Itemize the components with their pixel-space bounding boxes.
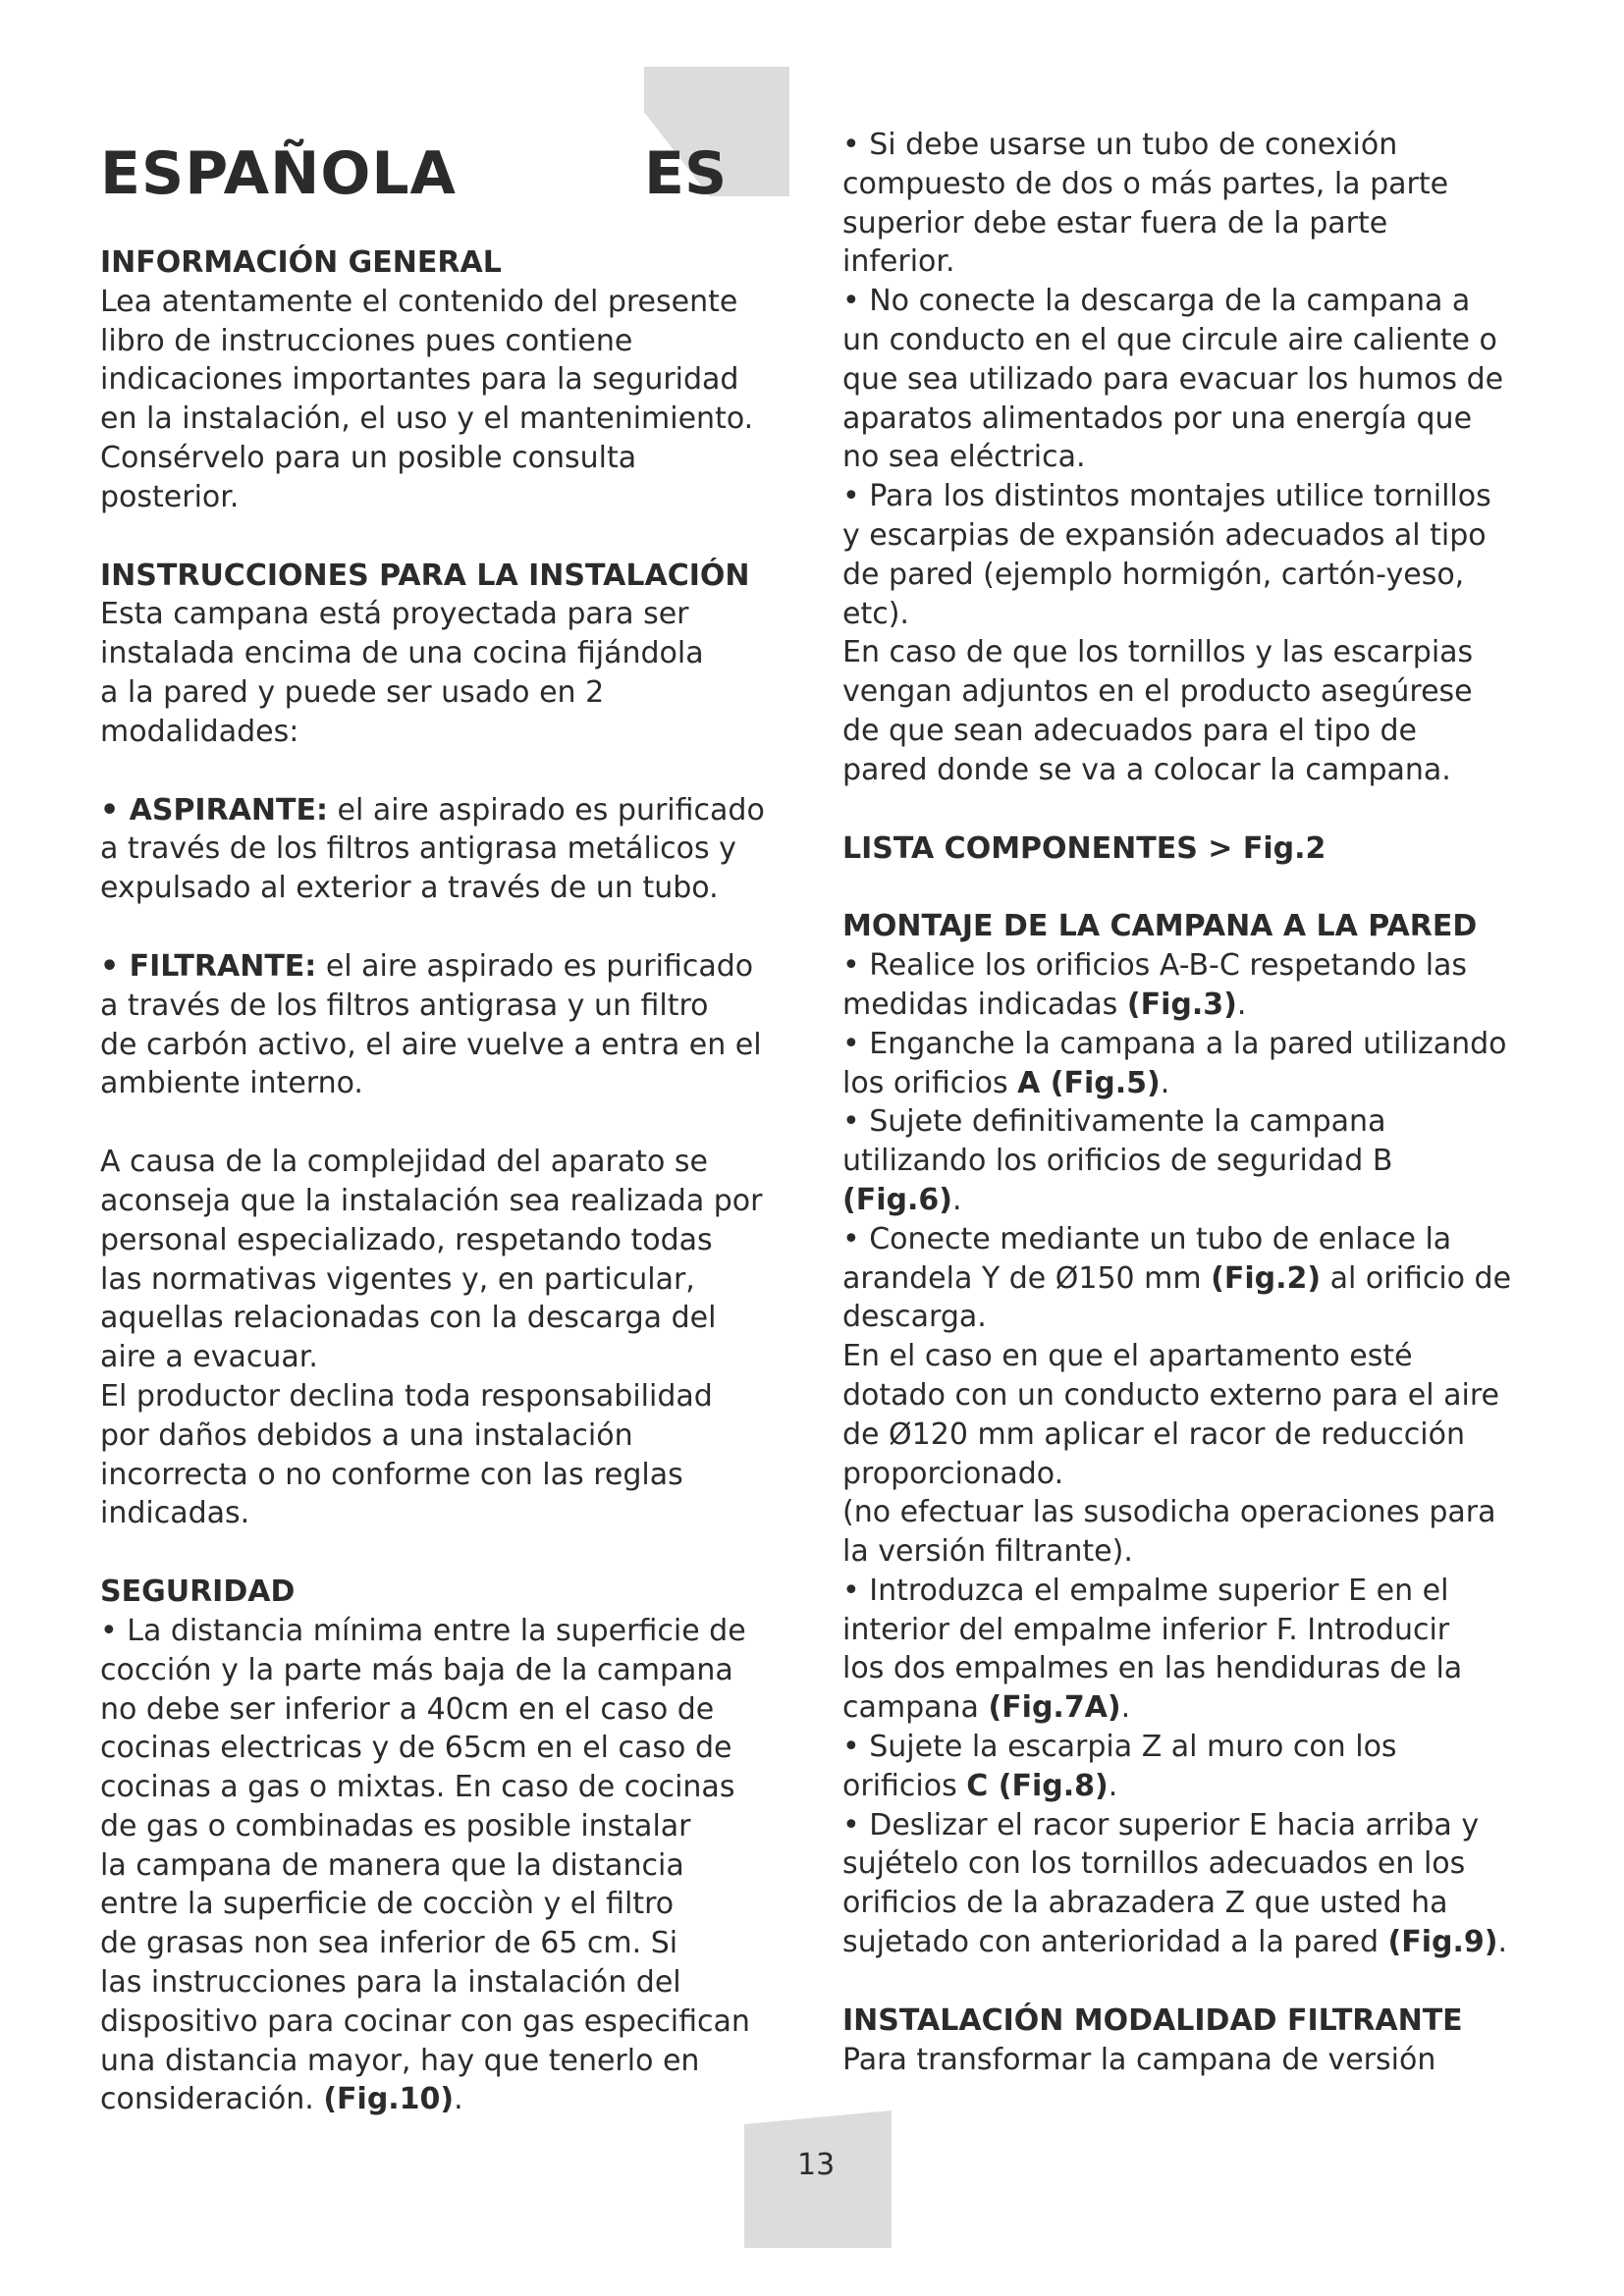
mounting-line: • Conecte mediante un tubo de enlace la [842,1221,1452,1256]
safety-line: no debe ser inferior a 40cm en el caso de [100,1691,715,1727]
mounting-line: la versión filtrante). [842,1534,1133,1570]
components-heading: LISTA COMPONENTES > Fig.2 [842,830,1326,866]
pipe-line: • No conecte la descarga de la campana a [842,284,1471,319]
pipe-line: de pared (ejemplo hormigón, cartón-yeso, [842,557,1465,592]
pipe-line: y escarpias de expansión adecuados al tipo [842,517,1487,553]
complex-line: A causa de la complejidad del aparato se [100,1145,709,1180]
page-number: 13 [797,2148,836,2182]
mounting-line: sujételo con los tornillos adecuados en los [842,1846,1466,1882]
fig-reference: (Fig.2) [1211,1260,1322,1296]
fig-reference: A (Fig.5) [1017,1065,1161,1100]
filter-mode-line: Para transformar la campana de versión [842,2042,1436,2077]
complex-line: incorrecta o no conforme con las reglas [100,1457,683,1492]
fig-reference: (Fig.10) [323,2082,455,2117]
language-code: ES [644,139,728,208]
mounting-line: (Fig.6). [842,1182,962,1217]
mounting-line: sujetado con anterioridad a la pared (Fig.9). [842,1925,1508,1960]
filtrante-label: • FILTRANTE: [100,948,317,984]
mounting-line: • Deslizar el racor superior E hacia arriba y [842,1807,1480,1842]
mounting-line: descarga. [842,1300,987,1335]
general-line: en la instalación, el uso y el mantenimiento. [100,401,754,437]
mounting-line: • Introduzca el empalme superior E en el [842,1573,1449,1608]
mounting-line: medidas indicadas (Fig.3). [842,987,1247,1022]
fig-reference: (Fig.6) [842,1182,952,1217]
safety-text: consideración. [100,2082,324,2117]
install-line: modalidades: [100,714,299,749]
mounting-line: • Sujete la escarpia Z al muro con los [842,1730,1397,1765]
install-heading: INSTRUCCIONES PARA LA INSTALACIÓN [100,558,750,593]
filtrante-line: a través de los filtros antigrasa y un filtro [100,988,709,1023]
safety-line: cocinas electricas y de 65cm en el caso de [100,1731,732,1766]
safety-line: la campana de manera que la distancia [100,1847,684,1883]
pipe-line: vengan adjuntos en el producto asegúrese [842,674,1473,710]
mounting-line: los orificios A (Fig.5). [842,1065,1170,1100]
page-title: ESPAÑOLA [100,139,457,208]
fig-reference: (Fig.9) [1387,1925,1498,1960]
fig-reference: C (Fig.8) [966,1768,1109,1803]
safety-line: las instrucciones para la instalación del [100,1965,681,2001]
aspirante-label: • ASPIRANTE: [100,792,328,828]
pipe-line: aparatos alimentados por una energía que [842,400,1473,436]
general-line: indicaciones importantes para la seguridad [100,362,739,398]
pipe-line: un conducto en el que circule aire caliente o [842,322,1497,357]
mounting-heading: MONTAJE DE LA CAMPANA A LA PARED [842,909,1478,944]
pipe-line: etc). [842,596,909,631]
aspirante-line [100,791,807,830]
safety-heading: SEGURIDAD [100,1575,296,1610]
mounting-line: dotado con un conducto externo para el aire [842,1377,1499,1413]
pipe-line: compuesto de dos o más partes, la parte [842,166,1449,201]
pipe-line: • Si debe usarse un tubo de conexión [842,128,1398,162]
aspirante-line: a través de los filtros antigrasa metálicos y [100,831,736,867]
mounting-line: (no efectuar las susodicha operaciones para [842,1495,1496,1530]
fig-reference: (Fig.3) [1126,987,1237,1022]
mounting-line: En el caso en que el apartamento esté [842,1339,1413,1374]
mounting-line: orificios de la abrazadera Z que usted ha [842,1886,1448,1921]
filtrante-text: el aire aspirado es purificado [316,948,754,984]
pipe-line: de que sean adecuados para el tipo de [842,713,1417,748]
mounting-line: interior del empalme inferior F. Introducir [842,1612,1450,1647]
pipe-line: • Para los distintos montajes utilice tornillos [842,479,1491,514]
mounting-line: los dos empalmes en las hendiduras de la [842,1651,1463,1686]
safety-line: una distancia mayor, hay que tenerlo en [100,2043,700,2078]
mounting-line: campana (Fig.7A). [842,1690,1131,1726]
safety-line: de gas o combinadas es posible instalar [100,1808,691,1843]
complex-line: personal especializado, respetando todas [100,1222,713,1257]
general-line: Lea atentamente el contenido del presente [100,284,738,319]
safety-line: cocción y la parte más baja de la campana [100,1652,733,1687]
mounting-line: • Enganche la campana a la pared utilizando [842,1026,1507,1061]
complex-line: por daños debidos a una instalación [100,1417,633,1453]
mounting-line: utilizando los orificios de seguridad B [842,1144,1393,1179]
install-line: a la pared y puede ser usado en 2 [100,674,605,710]
pipe-line: no sea eléctrica. [842,440,1086,475]
install-line: instalada encima de una cocina fijándola [100,636,704,671]
aspirante-line: expulsado al exterior a través de un tubo. [100,871,719,906]
safety-text: . [454,2082,463,2117]
pipe-line: inferior. [842,244,955,280]
install-line: Esta campana está proyectada para ser [100,597,689,632]
mounting-line: proporcionado. [842,1456,1064,1491]
safety-line [100,2080,807,2119]
right-column [842,126,1549,2079]
safety-line: de grasas non sea inferior de 65 cm. Si [100,1926,678,1961]
filtrante-line [100,947,807,987]
mounting-line: arandela Y de Ø150 mm (Fig.2) al orificio de [842,1260,1512,1296]
complex-line: aconseja que la instalación sea realizada por [100,1183,763,1218]
pipe-line: que sea utilizado para evacuar los humos de [842,361,1504,397]
general-line: posterior. [100,479,240,514]
complex-line: El productor declina toda responsabilidad [100,1378,713,1414]
safety-line: dispositivo para cocinar con gas especifican [100,2003,750,2039]
complex-line: indicadas. [100,1496,250,1531]
pipe-line: En caso de que los tornillos y las escarpias [842,635,1474,670]
pipe-line: pared donde se va a colocar la campana. [842,752,1451,787]
filtrante-line: ambiente interno. [100,1066,363,1101]
safety-line: cocinas a gas o mixtas. En caso de cocinas [100,1770,735,1805]
fig-reference: (Fig.7A) [988,1690,1121,1726]
mounting-line: • Sujete definitivamente la campana [842,1104,1386,1140]
complex-line: las normativas vigentes y, en particular, [100,1261,695,1297]
left-column [100,243,807,2119]
mounting-line: • Realice los orificios A-B-C respetando las [842,948,1468,984]
aspirante-text: el aire aspirado es purificado [327,792,765,828]
safety-line: entre la superficie de cocciòn y el filtro [100,1887,675,1922]
general-heading: INFORMACIÓN GENERAL [100,245,502,280]
mounting-line: de Ø120 mm aplicar el racor de reducción [842,1416,1465,1452]
filtrante-line: de carbón activo, el aire vuelve a entra en el [100,1027,762,1062]
pipe-line: superior debe estar fuera de la parte [842,205,1388,240]
mounting-line: orificios C (Fig.8). [842,1768,1118,1803]
safety-line: • La distancia mínima entre la superficie de [100,1613,746,1648]
complex-line: aire a evacuar. [100,1340,318,1375]
general-line: Consérvelo para un posible consulta [100,440,637,475]
filter-mode-heading: INSTALACIÓN MODALIDAD FILTRANTE [842,2002,1463,2038]
complex-line: aquellas relacionadas con la descarga del [100,1301,717,1336]
general-line: libro de instrucciones pues contiene [100,323,633,358]
